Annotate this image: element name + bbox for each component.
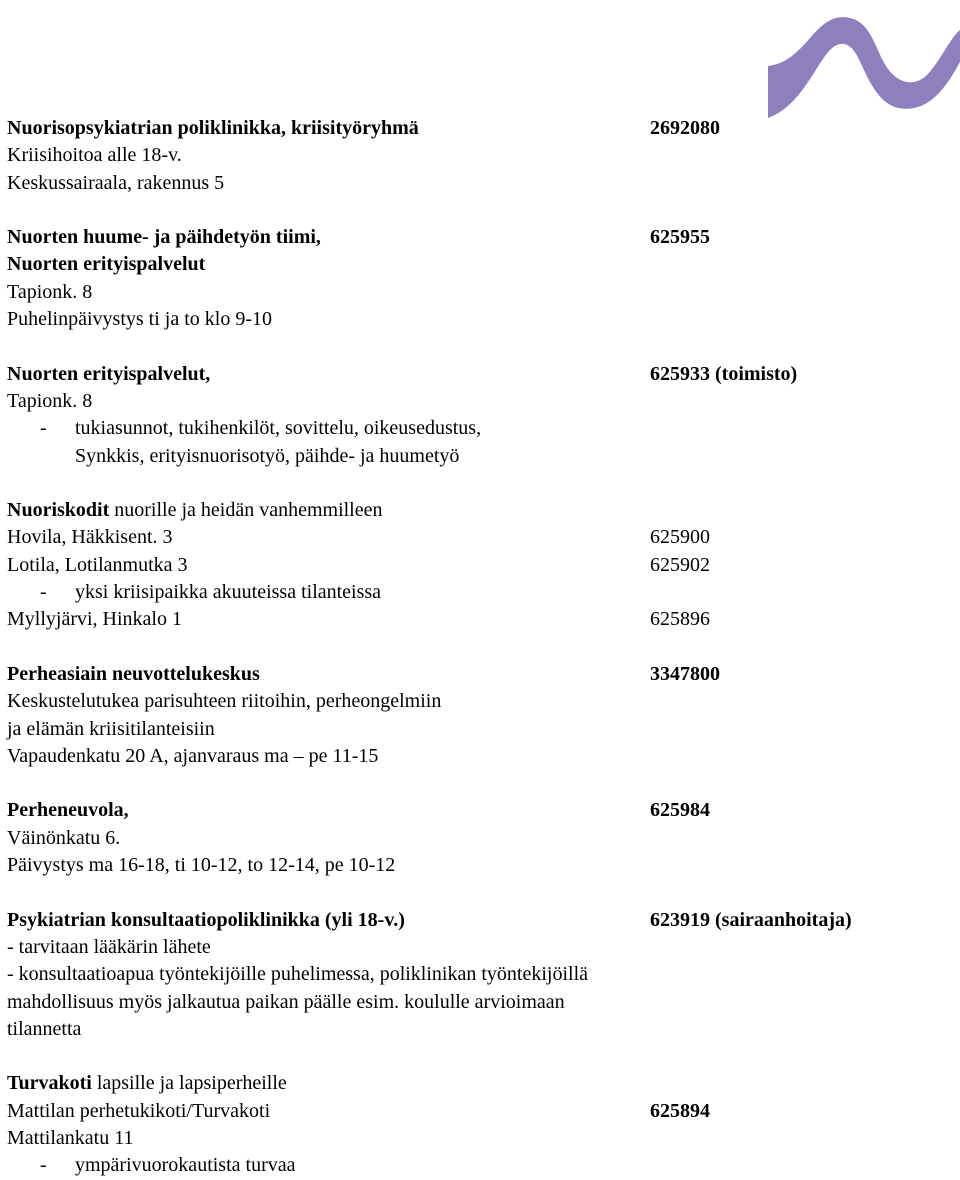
entry-title: Perheneuvola, bbox=[7, 799, 129, 822]
entry-row bbox=[7, 361, 937, 388]
phone-number: 2692080 bbox=[650, 117, 720, 139]
entry-row bbox=[7, 251, 937, 278]
location-text: Lotila, Lotilanmutka 3 bbox=[7, 553, 188, 576]
entry-row bbox=[7, 497, 937, 524]
entry-title-bold: Turvakoti bbox=[7, 1072, 92, 1095]
entry-text: Vapaudenkatu 20 A, ajanvaraus ma – pe 11-15 bbox=[7, 744, 379, 767]
entry-row bbox=[7, 142, 937, 169]
entry-row bbox=[7, 907, 937, 934]
entry-title: Perheasiain neuvottelukeskus bbox=[7, 662, 260, 685]
wave-logo-icon bbox=[764, 0, 960, 118]
entry-text: Keskussairaala, rakennus 5 bbox=[7, 171, 225, 194]
entry-row bbox=[7, 115, 937, 142]
phone-number: 625955 bbox=[650, 226, 710, 249]
entry-row bbox=[7, 224, 937, 251]
phone-number: 625984 bbox=[650, 799, 710, 822]
entry-text: Kriisihoitoa alle 18-v. bbox=[7, 144, 182, 167]
entry-text: Päivystys ma 16-18, ti 10-12, to 12-14, pe 10-12 bbox=[7, 854, 396, 877]
phone-number: 623919 (sairaanhoitaja) bbox=[650, 908, 852, 931]
entry-title-rest: nuorille ja heidän vanhemmilleen bbox=[109, 499, 383, 522]
list-item-text: tukiasunnot, tukihenkilöt, sovittelu, oikeusedustus, bbox=[75, 417, 482, 440]
entry-title-bold: Nuoriskodit bbox=[7, 499, 110, 522]
entry-row bbox=[7, 934, 937, 961]
bullet-dash: - bbox=[40, 581, 47, 604]
entry-row bbox=[7, 552, 937, 579]
list-item-continuation bbox=[7, 443, 937, 470]
entry-text: Mattilankatu 11 bbox=[7, 1126, 134, 1149]
entry-title bbox=[7, 1070, 287, 1097]
entry-row bbox=[7, 306, 937, 333]
bullet-dash: - bbox=[40, 1154, 47, 1177]
entry-row bbox=[7, 716, 937, 743]
location-text: Mattilan perhetukikoti/Turvakoti bbox=[7, 1099, 271, 1122]
location-text: Myllyjärvi, Hinkalo 1 bbox=[7, 608, 182, 631]
entry-text: - tarvitaan lääkärin lähete bbox=[7, 935, 211, 958]
bullet-dash: - bbox=[40, 417, 47, 440]
entry-text: tilannetta bbox=[7, 1017, 82, 1040]
entry-row bbox=[7, 1070, 937, 1097]
phone-number: 625894 bbox=[650, 1099, 710, 1122]
entry-row bbox=[7, 688, 937, 715]
entry-title: Nuorisopsykiatrian poliklinikka, kriisityöryhmä bbox=[7, 117, 419, 139]
entry-row bbox=[7, 1125, 937, 1152]
entry-row bbox=[7, 1098, 937, 1125]
phone-number: 625902 bbox=[650, 553, 710, 576]
entry-text: Tapionk. 8 bbox=[7, 280, 93, 303]
document-body bbox=[7, 115, 937, 1180]
entry-text: Tapionk. 8 bbox=[7, 389, 93, 412]
entry-text: mahdollisuus myös jalkautua paikan päälle esim. koululle arvioimaan bbox=[7, 990, 565, 1013]
phone-number: 625933 (toimisto) bbox=[650, 362, 798, 385]
entry-row bbox=[7, 279, 937, 306]
phone-number: 625900 bbox=[650, 526, 710, 549]
entry-row bbox=[7, 524, 937, 551]
entry-row bbox=[7, 825, 937, 852]
entry-row bbox=[7, 797, 937, 824]
entry-title: Nuorten erityispalvelut bbox=[7, 253, 206, 276]
entry-title bbox=[7, 497, 383, 524]
entry-row bbox=[7, 661, 937, 688]
entry-text: - konsultaatioapua työntekijöille puhelimessa, poliklinikan työntekijöillä bbox=[7, 963, 589, 986]
entry-row bbox=[7, 170, 937, 197]
phone-number: 625896 bbox=[650, 608, 710, 631]
list-item-text: ympärivuorokautista turvaa bbox=[75, 1154, 296, 1177]
list-item-text: yksi kriisipaikka akuuteissa tilanteissa bbox=[75, 581, 382, 604]
list-item bbox=[7, 415, 937, 442]
entry-text: Keskustelutukea parisuhteen riitoihin, perheongelmiin bbox=[7, 690, 442, 713]
entry-title: Nuorten huume- ja päihdetyön tiimi, bbox=[7, 226, 321, 249]
entry-title: Psykiatrian konsultaatiopoliklinikka (yli 18-v.) bbox=[7, 908, 405, 931]
entry-row bbox=[7, 989, 937, 1016]
entry-row bbox=[7, 852, 937, 879]
entry-text: Puhelinpäivystys ti ja to klo 9-10 bbox=[7, 308, 272, 331]
list-item bbox=[7, 1152, 937, 1179]
phone-number: 3347800 bbox=[650, 662, 720, 685]
entry-row bbox=[7, 961, 937, 988]
entry-row bbox=[7, 1016, 937, 1043]
entry-row bbox=[7, 743, 937, 770]
entry-title: Nuorten erityispalvelut, bbox=[7, 362, 211, 385]
list-item bbox=[7, 579, 937, 606]
entry-title-rest: lapsille ja lapsiperheille bbox=[91, 1072, 287, 1095]
entry-row bbox=[7, 606, 937, 633]
wave-logo bbox=[764, 0, 960, 118]
entry-text: Väinönkatu 6. bbox=[7, 826, 121, 849]
list-item-text: Synkkis, erityisnuorisotyö, päihde- ja huumetyö bbox=[75, 444, 460, 467]
entry-text: ja elämän kriisitilanteisiin bbox=[7, 717, 215, 740]
entry-row bbox=[7, 388, 937, 415]
location-text: Hovila, Häkkisent. 3 bbox=[7, 526, 173, 549]
